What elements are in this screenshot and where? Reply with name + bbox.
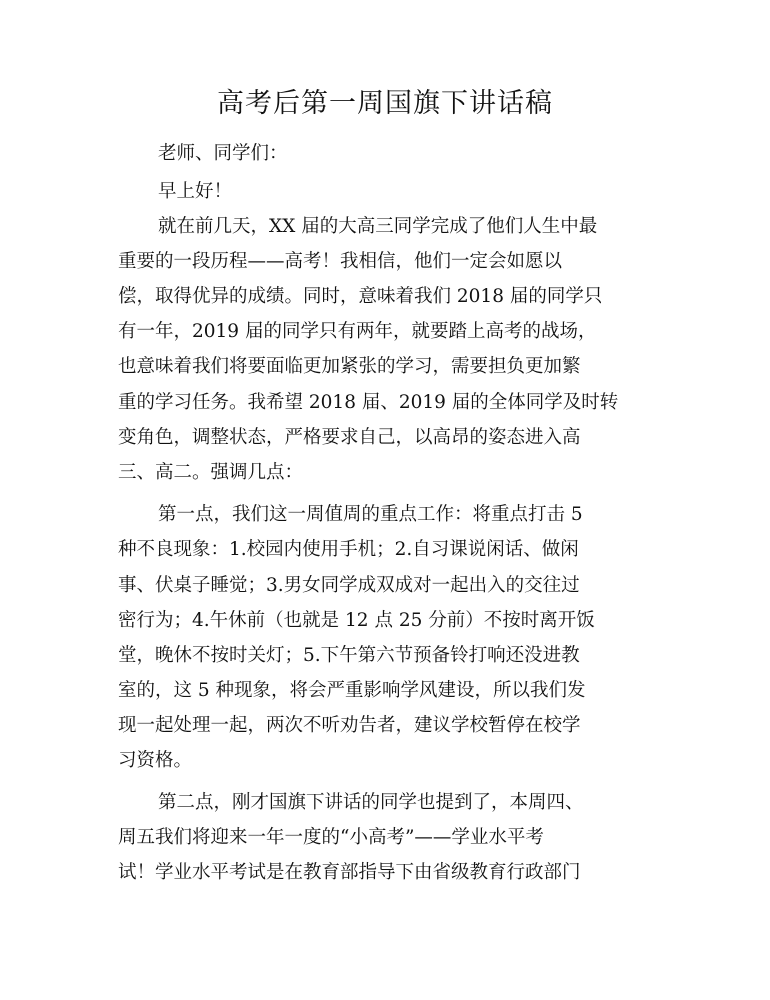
paragraph-line: 第一点，我们这一周值周的重点工作：将重点打击 5	[158, 504, 583, 525]
paragraph-line: 周五我们将迎来一年一度的“小高考”——学业水平考	[118, 827, 544, 848]
paragraph-line: 重的学习任务。我希望 2018 届、2019 届的全体同学及时转	[118, 392, 619, 413]
salutation: 老师、同学们：	[158, 143, 288, 164]
paragraph-line: 偿，取得优异的成绩。同时，意味着我们 2018 届的同学只	[118, 286, 603, 307]
paragraph-line: 室的，这 5 种现象，将会严重影响学风建设，所以我们发	[118, 680, 586, 701]
paragraph-line: 事、伏桌子睡觉；3.男女同学成双成对一起出入的交往过	[118, 575, 580, 596]
paragraph-line: 习资格。	[118, 750, 193, 771]
paragraph-line: 堂，晚休不按时关灯；5.下午第六节预备铃打响还没进教	[118, 645, 580, 666]
paragraph-line: 密行为；4.午休前（也就是 12 点 25 分前）不按时离开饭	[118, 610, 595, 631]
paragraph-line: 重要的一段历程——高考！我相信，他们一定会如愿以	[118, 251, 563, 272]
paragraph-line: 现一起处理一起，两次不听劝告者，建议学校暂停在校学	[118, 715, 581, 736]
paragraph-line: 就在前几天，XX 届的大高三同学完成了他们人生中最	[158, 216, 598, 237]
document-title: 高考后第一周国旗下讲话稿	[217, 88, 553, 119]
paragraph-line: 第二点，刚才国旗下讲话的同学也提到了，本周四、	[158, 792, 584, 813]
paragraph-line: 变角色，调整状态，严格要求自己，以高昂的姿态进入高	[118, 427, 581, 448]
paragraph-line: 也意味着我们将要面临更加紧张的学习，需要担负更加繁	[118, 356, 581, 377]
paragraph-line: 种不良现象：1.校园内使用手机；2.自习课说闲话、做闲	[118, 539, 579, 560]
paragraph-line: 有一年，2019 届的同学只有两年，就要踏上高考的战场，	[118, 321, 597, 342]
greeting: 早上好！	[158, 181, 233, 202]
paragraph-line: 三、高二。强调几点：	[118, 462, 304, 483]
paragraph-line: 试！学业水平考试是在教育部指导下由省级教育行政部门	[118, 862, 581, 883]
